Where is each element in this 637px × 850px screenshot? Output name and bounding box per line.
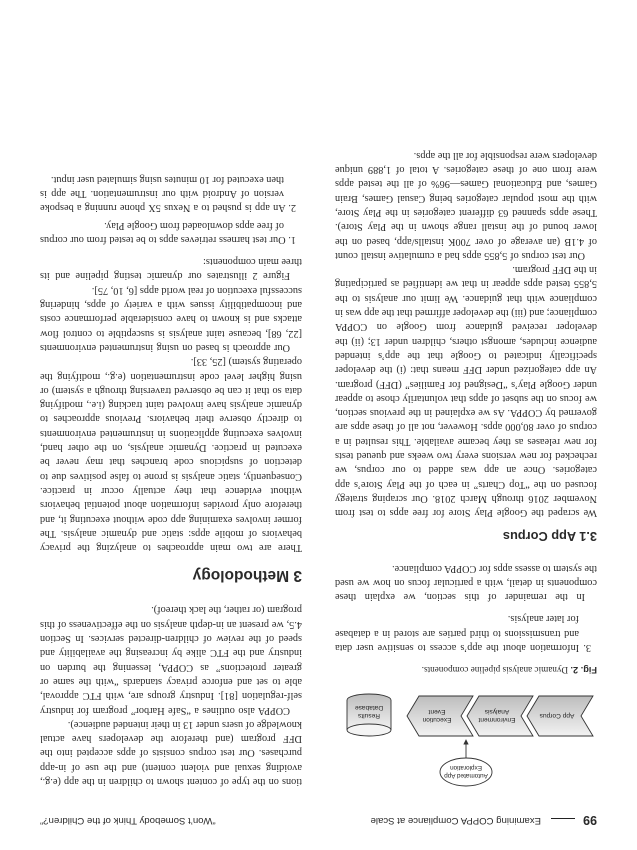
pipeline-diagram bbox=[335, 680, 597, 788]
list-item-3: 3. Information about the app’s access to sensitive user data and transmissions to third parties are stored in a database for later analysis. bbox=[335, 613, 591, 653]
app-corpus-paragraph-2: Our test corpus of 5,855 apps had a cumulative install count of 4.1B (an average of over 700K installs/app, based on the lower bound of the install range shown in the Play Store). These apps spanned 63 different categories in the Play Store, with the most popular categories being Casual Games, Brain Games, and Educational Games—96% of all the tested apps were from one of these categories. A total of 1,889 unique developers were responsible for all the apps. bbox=[335, 149, 597, 261]
exploration-node bbox=[440, 758, 492, 786]
exploration-label-line1: Automated App bbox=[444, 772, 488, 779]
caption-text: Dynamic analysis pipeline components. bbox=[421, 665, 571, 675]
caption-label: Fig. 2. bbox=[570, 665, 597, 675]
box-results-label-line2: Database bbox=[354, 704, 384, 711]
page-number: 99 bbox=[583, 813, 597, 827]
figure-caption bbox=[335, 664, 597, 676]
running-title-left: Examining COPPA Compliance at Scale bbox=[370, 815, 541, 826]
running-title-right: “Won’t Somebody Think of the Children?” bbox=[40, 815, 216, 826]
box-execution-label-line2: Event bbox=[428, 708, 446, 715]
subsection-title-app-corpus: 3.1 App Corpus bbox=[502, 529, 597, 545]
box-app-corpus-label: App Corpus bbox=[539, 712, 575, 719]
box-environment-label-line2: Analysis bbox=[484, 708, 510, 715]
pipeline-figure bbox=[335, 680, 597, 788]
safe-harbor-paragraph: COPPA also outlines a “Safe Harbor” program for industry self-regulation [81]. Industry groups are, with FTC approval, able to set and enforce privacy standards “with the same or greater protections” as COPPA, lessening the burden on industry and the FTC alike by increasing the availability and speed of the review of children-directed services. In Section 4.5, we present an in-depth analysis on the effectiveness of this program (or rather, the lack thereof). bbox=[40, 604, 302, 716]
box-environment-label-line1: Environment bbox=[478, 716, 516, 723]
app-corpus-paragraph-1: We scraped the Google Play Store for free apps to test from November 2016 through March 2018. Our scraping strategy focused on the “Top Charts” in each of the Play Store’s app categories. Once an app was added to our corpus, we rechecked for new versions every two weeks and queued tests for new releases as they became available. This resulted in a corpus of over 80,000 apps. However, not all of these apps are governed by COPPA. As we explained in the previous section, we focus on the subset of apps that voluntarily chose to appear under Google Play’s “Designed for Families” (DFF) program. An app categorized under DFF means that: (i) the developer specifically indicated to Google that the app’s intended audience includes, amongst others, children under 13; (ii) the developer received guidance from Google on COPPA compliance; and (iii) the developer affirmed that the app was in compliance with that guidance. We limit our analysis to the 5,855 tested apps appear in that we identified as participating in the DFF program. bbox=[335, 264, 597, 519]
box-results-label-line1: Results bbox=[358, 712, 380, 719]
box-execution-label-line1: Execution bbox=[422, 716, 452, 723]
methodology-paragraph-1: There are two main approaches to analyzing the privacy behaviors of mobile apps: static and dynamic analysis. The former involves examining app code without executing it, and therefore only provides information about potential behaviors without evidence that they actually occur in practice. Consequently, static analysis is prone to false positives due to detection of suspicious code branches that may never be executed in practice. Dynamic analysis, on the other hand, involves executing applications in instrumented environments to directly observe their behaviors. Previous approaches to dynamic analysis have involved taint tracking (i.e., modifying data so that it can be observed traversing through a system) or using higher level code instrumentation (e.g., modifying the operating system) [25, 33]. bbox=[40, 356, 302, 554]
pipeline-steps-list bbox=[40, 171, 302, 245]
left-column bbox=[335, 148, 597, 789]
intro-remainder-paragraph: In the remainder of this section, we explain these components in detail, with a particular focus on how we used the system to assess apps for COPPA compliance. bbox=[335, 562, 597, 603]
running-header bbox=[40, 809, 597, 827]
header-rule bbox=[551, 818, 575, 819]
exploration-label-line2: Exploration bbox=[450, 764, 482, 771]
right-column bbox=[40, 171, 302, 788]
methodology-paragraph-3: Figure 2 illustrates our dynamic testing pipeline and its three main components: bbox=[40, 256, 302, 282]
list-item-2: 2. An app is pushed to a Nexus 5X phone running a bespoke version of Android with our instrumentation. The app is then executed for 10 minutes using simulated user input. bbox=[40, 173, 296, 214]
coppa-paragraph-tail: tions on the type of content shown to children in the app (e.g., avoiding sexual and violent content) and the use of in-app purchases. Our test corpus consists of apps accepted into the DFF program (and therefore the developers have actual knowledge of users under 13 in their intended audience). bbox=[40, 718, 302, 787]
section-title-methodology: 3 Methodology bbox=[192, 567, 302, 585]
methodology-paragraph-2: Our approach is based on using instrumented environments [22, 68], because taint analysis is susceptible to control flow attacks and is known to have considerable performance costs and incompatibility issues with a variety of apps, hindering successful execution of real world apps [6, 10, 75]. bbox=[40, 284, 302, 353]
list-item-1: 1. Our test harness retrieves apps to be tested from our corpus of free apps downloaded from Google Play. bbox=[40, 219, 296, 245]
